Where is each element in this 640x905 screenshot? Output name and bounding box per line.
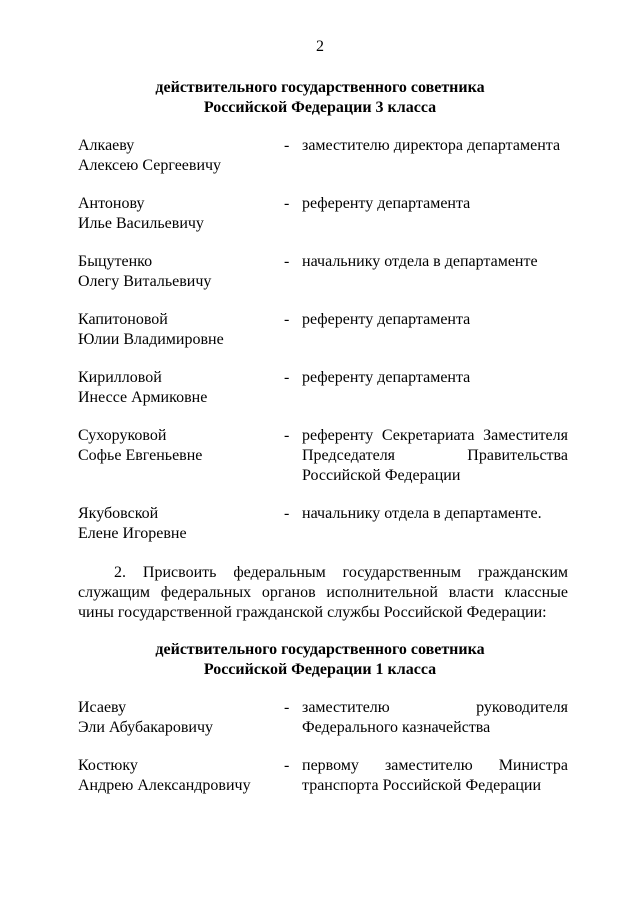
heading-line: Российской Федерации 3 класса [203,99,437,116]
position-text: заместителю руководителя Федерального казначейства [302,699,568,736]
person-name: Быцутенко Олегу Витальевичу [78,253,212,290]
position-text: заместителю директора департамента [302,137,561,154]
person-name: Якубовской Елене Игоревне [78,505,187,542]
person-name: Капитоновой Юлии Владимировне [78,311,224,348]
decree-paragraph-2: 2. Присвоить федеральным государственным гражданским служащим федеральных органов исполнительной власти классные чины государственной гражданской службы Российской Федерации: [78,564,568,621]
heading-line: Российской Федерации 1 класса [203,661,437,678]
person-name: Костюку Андрею Александровичу [78,757,251,794]
person-name: Кирилловой Инессе Армиковне [78,369,208,406]
position-text: начальнику отдела в департаменте [302,253,538,270]
dash-separator: - [284,699,290,716]
person-name: Антонову Илье Васильевичу [78,195,204,232]
person-name: Алкаеву Алексею Сергеевичу [78,137,222,174]
heading-line: действительного государственного советника [155,79,485,96]
person-name: Исаеву Эли Абубакаровичу [78,699,213,736]
position-text: референту департамента [302,311,471,328]
dash-separator: - [284,311,290,328]
position-text: начальнику отдела в департаменте. [302,505,542,522]
section-heading-1-class [0,640,640,680]
dash-separator: - [284,369,290,386]
person-name: Сухоруковой Софье Евгеньевне [78,427,203,464]
dash-separator: - [284,137,290,154]
dash-separator: - [284,253,290,270]
position-text: референту департамента [302,195,471,212]
dash-separator: - [284,757,290,774]
section-heading-3-class [0,78,640,118]
dash-separator: - [284,505,290,522]
position-text: референту департамента [302,369,471,386]
dash-separator: - [284,427,290,444]
dash-separator: - [284,195,290,212]
page-number: 2 [316,38,324,55]
position-text: первому заместителю Министра транспорта Российской Федерации [302,757,568,794]
position-text: референту Секретариата Заместителя Председателя Правительства Российской Федерации [302,427,568,484]
heading-line: действительного государственного советника [155,641,485,658]
